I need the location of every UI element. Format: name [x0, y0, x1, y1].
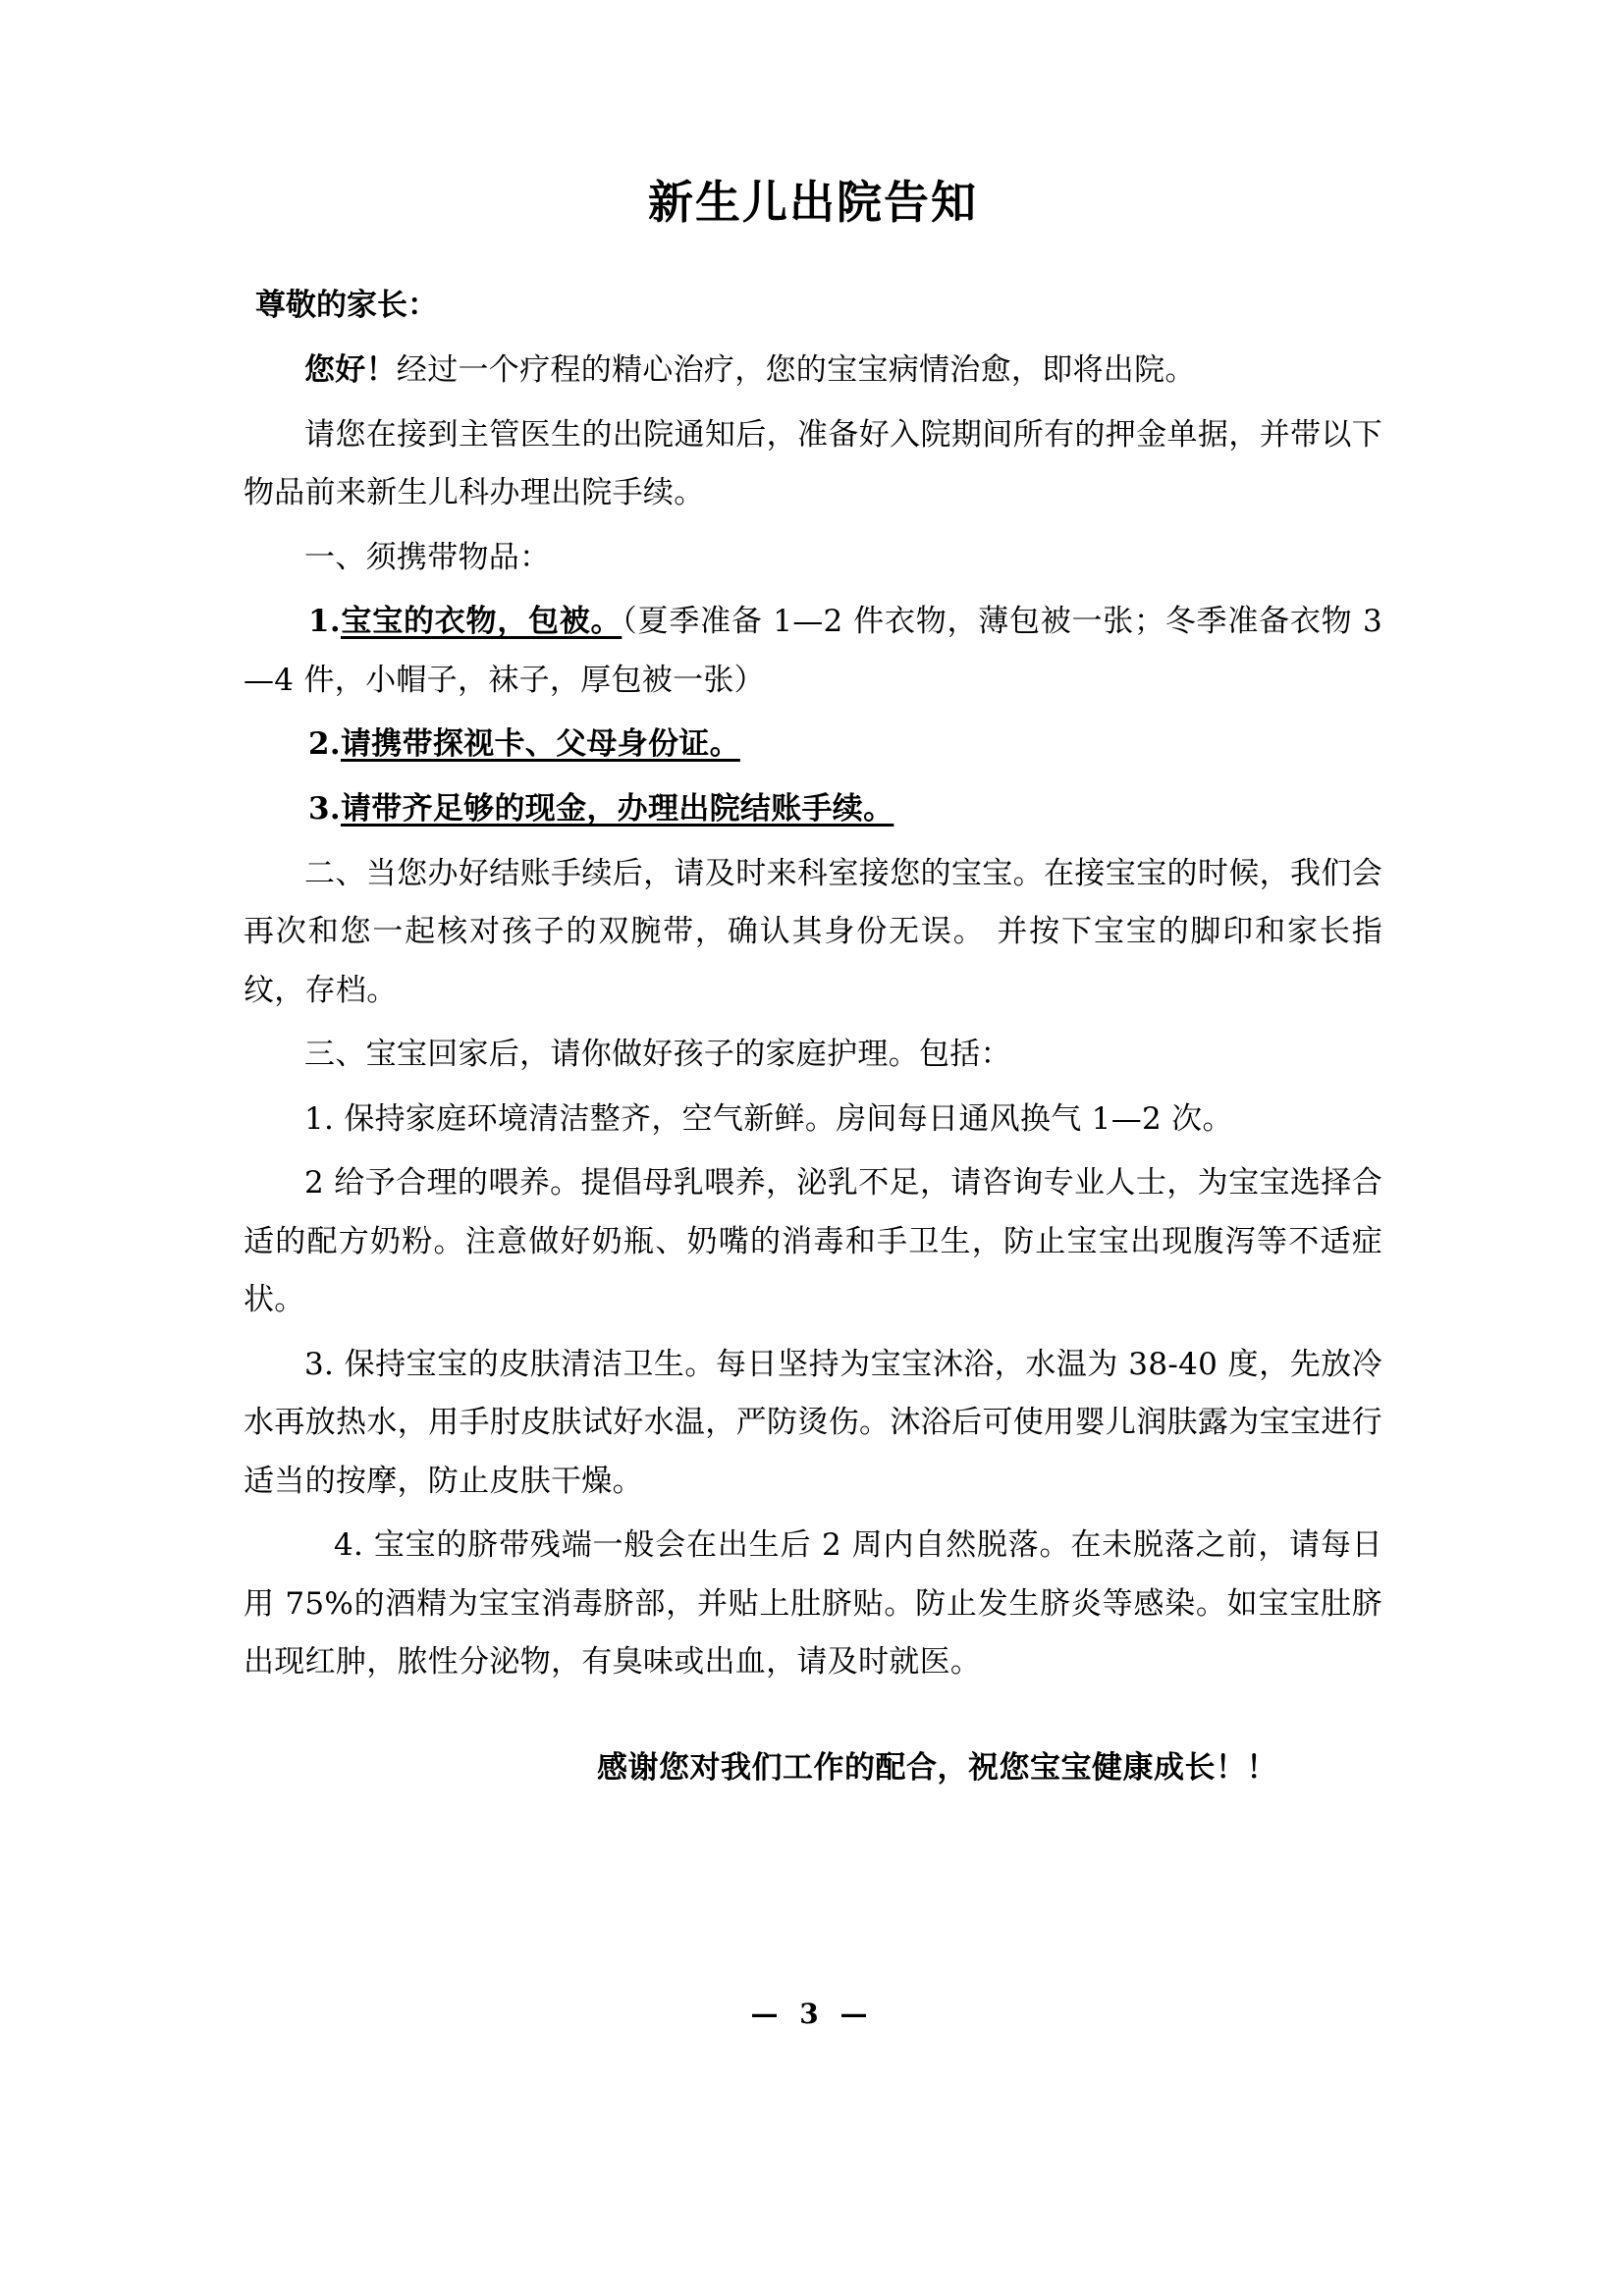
- required-item-3: [244, 780, 1382, 839]
- document-body: [244, 175, 1382, 1797]
- item-1-detail: （夏季准备 1—2 件衣物，薄包被一张；冬季准备衣物 3—4 件，小帽子，袜子，厚包被一张）: [244, 604, 1382, 698]
- closing-message: 感谢您对我们工作的配合，祝您宝宝健康成长！！: [597, 1749, 1277, 1786]
- item-1-emphasis: 宝宝的衣物，包被。: [340, 604, 623, 640]
- care-item-2: 2 给予合理的喂养。提倡母乳喂养，泌乳不足，请咨询专业人士，为宝宝选择合适的配方奶粉。注意做好奶瓶、奶嘴的消毒和手卫生，防止宝宝出现腹泻等不适症状。: [244, 1165, 1382, 1318]
- care-item-3: 3. 保持宝宝的皮肤清洁卫生。每日坚持为宝宝沐浴，水温为 38-40 度，先放冷水再放热水，用手肘皮肤试好水温，严防烫伤。沐浴后可使用婴儿润肤露为宝宝进行适当的按摩，防止皮肤干燥。: [244, 1346, 1382, 1499]
- greeting-rest: 经过一个疗程的精心治疗，您的宝宝病情治愈，即将出院。: [396, 352, 1196, 389]
- care-item-4: 4. 宝宝的脐带残端一般会在出生后 2 周内自然脱落。在未脱落之前，请每日用 75%的酒精为宝宝消毒脐部，并贴上肚脐贴。防止发生脐炎等感染。如宝宝肚脐出现红肿，脓性分泌物，有臭味或出血，请及时就医。: [244, 1527, 1382, 1681]
- required-item-1: [244, 593, 1382, 710]
- section-three-heading: 三、宝宝回家后，请你做好孩子的家庭护理。包括：: [304, 1037, 1011, 1073]
- salutation: 尊敬的家长：: [255, 287, 438, 323]
- page-title: 新生儿出院告知: [648, 176, 978, 229]
- item-3-emphasis: 请带齐足够的现金，办理出院结账手续。: [340, 791, 894, 827]
- section-two-paragraph: 二、当您办好结账手续后，请及时来科室接您的宝宝。在接宝宝的时候，我们会再次和您一起核对孩子的双腕带，确认其身份无误。 并按下宝宝的脚印和家长指纹，存档。: [244, 855, 1382, 1008]
- intro-paragraph: 请您在接到主管医生的出院通知后，准备好入院期间所有的押金单据，并带以下物品前来新生儿科办理出院手续。: [244, 416, 1382, 511]
- item-1-number: 1.: [308, 604, 341, 640]
- greeting-bold: 您好！: [304, 352, 397, 389]
- required-item-2: [244, 716, 1382, 774]
- care-item-1: 1. 保持家庭环境清洁整齐，空气新鲜。房间每日通风换气 1—2 次。: [304, 1100, 1233, 1137]
- item-2-number: 2.: [308, 726, 341, 763]
- item-3-number: 3.: [308, 791, 341, 827]
- page-number-footer: — 3 —: [750, 1998, 874, 2030]
- section-one-heading: 一、须携带物品：: [304, 539, 551, 575]
- item-2-emphasis: 请携带探视卡、父母身份证。: [340, 726, 740, 763]
- greeting-paragraph: [244, 342, 1382, 400]
